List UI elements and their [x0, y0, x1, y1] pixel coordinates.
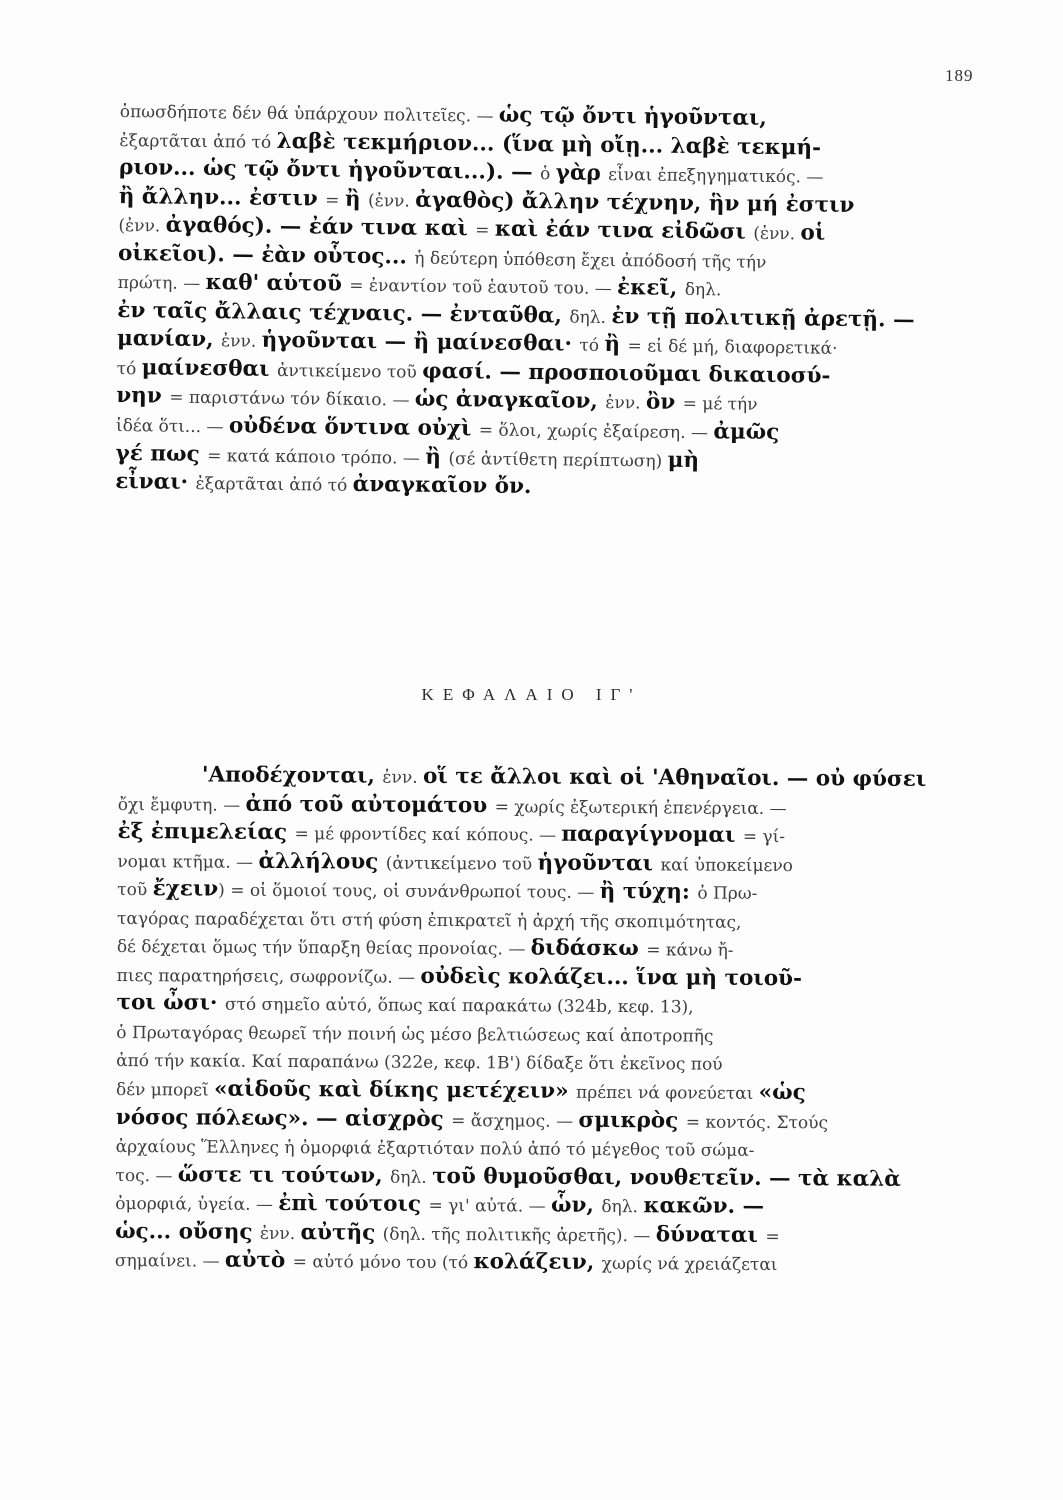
commentary-text: ἐνν.	[382, 767, 424, 788]
lemma-text: ἀγαθὸς) ἄλλην τέχνην, ἣν μή ἐστιν	[415, 187, 855, 218]
lemma-text: ἀπό τοῦ αὐτομάτου	[245, 791, 495, 818]
lemma-text: τοῦ θυμοῦσθαι, νουθετεῖν. — τὰ καλὰ	[432, 1163, 901, 1192]
lemma-text: καθ' αὑτοῦ	[205, 270, 350, 298]
lemma-text: ἀγαθός). — ἐάν τινα καὶ	[165, 212, 476, 242]
commentary-text: (ἐνν.	[118, 216, 166, 237]
commentary-text: = μέ φροντίδες καί κόπους. —	[294, 824, 562, 846]
lemma-text: ἢ ἄλλην... ἐστιν	[118, 183, 326, 212]
page-number: 189	[945, 66, 974, 85]
lemma-text: οὐδένα ὅντινα οὐχὶ	[228, 413, 480, 442]
commentary-text: νομαι κτῆμα. —	[117, 851, 259, 873]
commentary-text: δηλ.	[601, 1197, 644, 1218]
lemma-text: κολάζειν,	[473, 1249, 602, 1276]
lemma-text: γὰρ	[555, 160, 609, 187]
commentary-text: =	[325, 190, 346, 211]
commentary-text: = χωρίς ἐξωτερική ἐπενέργεια. —	[494, 796, 787, 819]
lemma-text: ὡς τῷ ὄντι ἡγοῦνται,	[498, 102, 767, 131]
lemma-text: ριον... ὡς τῷ ὄντι ἡγοῦνται...). —	[118, 155, 541, 186]
commentary-text: = κοντός. Στούς	[685, 1112, 829, 1133]
commentary-text: ὄχι ἔμφυτη. —	[117, 794, 246, 816]
lemma-text: ἢ	[425, 444, 449, 470]
lemma-text: γέ πως	[115, 440, 208, 467]
commentary-text: = γί-	[742, 826, 786, 848]
commentary-text: (ἐνν.	[753, 223, 801, 245]
chapter-heading: ΚΕΦΑΛΑΙΟ ΙΓ'	[421, 685, 642, 704]
lemma-text: ὡς... οὔσης	[115, 1218, 261, 1245]
commentary-text: εἶναι ἐπεξηγηματικός. —	[608, 165, 824, 188]
lemma-text: ὡς ἀναγκαῖον,	[414, 387, 606, 415]
commentary-text: = ἐναντίον τοῦ ἑαυτοῦ του. —	[349, 276, 618, 300]
lemma-text: διδάσκω	[530, 935, 647, 962]
commentary-text: πρέπει νά φονεύεται	[576, 1082, 759, 1104]
commentary-block-top	[115, 96, 980, 506]
commentary-text: ἐξαρτᾶται ἀπό τό	[119, 130, 277, 153]
text-line	[118, 760, 980, 794]
lemma-text: ὥστε τι τούτων,	[177, 1162, 391, 1189]
text-line	[115, 1245, 977, 1279]
commentary-text: ) = οἱ ὅμοιοί τους, οἱ συνάνθρωποί τους. —	[218, 880, 600, 904]
lemma-text: ὧν,	[550, 1192, 602, 1219]
commentary-text: = παριστάνω τόν δίκαιο. —	[169, 388, 415, 412]
lemma-text: οἵ τε ἄλλοι καὶ οἱ 'Αθηναῖοι. — οὐ φύσει	[422, 763, 927, 792]
commentary-text: ἐνν.	[605, 393, 647, 414]
lemma-text: «αἰδοῦς καὶ δίκης μετέχειν»	[214, 1076, 577, 1104]
commentary-text: ὁπωσδήποτε δέν θά ὑπάρχουν πολιτεῖες. —	[119, 101, 499, 127]
lemma-text: ἀναγκαῖον ὄν.	[352, 471, 532, 500]
commentary-text: δηλ.	[390, 1167, 433, 1188]
lemma-text: οὐδεὶς κολάζει... ἵνα μὴ τοιοῦ-	[420, 963, 802, 992]
lemma-text: δύναται	[655, 1222, 766, 1248]
lemma-text: φασί. — προσποιοῦμαι δικαιοσύ-	[422, 358, 831, 389]
commentary-text: δέ δέχεται ὅμως τήν ὕπαρξη θείας προνοίας. —	[116, 937, 531, 960]
lemma-text: μὴ	[667, 447, 700, 473]
commentary-text: = γι' αὐτά. —	[428, 1196, 552, 1217]
commentary-text: ἐνν.	[220, 331, 262, 353]
commentary-text: στό σημεῖο αὐτό, ὅπως καί παρακάτω (324b, κεφ. 13),	[224, 995, 694, 1018]
commentary-text: =	[475, 220, 495, 241]
commentary-text: = ἄσχημος. —	[451, 1110, 579, 1132]
commentary-text: ἀρχαίους Ἕλληνες ἡ ὀμορφιά ἐξαρτιόταν πολύ ἀπό τό μέγεθος τοῦ σώμα-	[115, 1137, 755, 1162]
lemma-text: λαβὲ τεκμήριον... (ἵνα μὴ οἴῃ... λαβὲ τεκμή-	[276, 128, 822, 161]
commentary-text: (ἀντικείμενο τοῦ	[385, 853, 538, 875]
lemma-text: ἀμῶς	[713, 419, 780, 446]
lemma-text: νην	[116, 383, 170, 410]
commentary-text: πιες παρατηρήσεις, σωφρονίζω. —	[116, 965, 421, 988]
lemma-text: ἐπὶ τούτοις	[278, 1191, 429, 1218]
lemma-text: μανίαν,	[116, 326, 222, 353]
lemma-text: οἱ	[800, 220, 826, 246]
lemma-text: νόσος πόλεως». — αἰσχρὸς	[115, 1104, 452, 1132]
lemma-text: ἐξ ἐπιμελείας	[117, 819, 295, 846]
commentary-text: ὀμορφιά, ὑγεία. —	[115, 1194, 279, 1216]
lemma-text: ἢ τύχη:	[599, 879, 698, 905]
lemma-text: αὐτῆς	[300, 1219, 383, 1246]
lemma-text: ὂν	[645, 389, 683, 416]
lemma-text: ἐν τῇ πολιτικῇ ἀρετῇ. —	[611, 303, 915, 333]
lemma-text: εἶναι·	[115, 469, 196, 496]
commentary-text: τό	[579, 336, 605, 357]
lemma-text: ἡγοῦνται	[537, 850, 661, 876]
commentary-text: τος. —	[115, 1165, 178, 1187]
commentary-text: ἀπό τήν κακία. Καί παραπάνω (322e, κεφ. 1Β') δίδαξε ὅτι ἐκεῖνος πού	[116, 1051, 723, 1076]
lemma-text: 'Αποδέχονται,	[201, 762, 383, 789]
lemma-text: καὶ ἐάν τινα εἰδῶσι	[494, 216, 754, 245]
commentary-text: (σέ ἀντίθετη περίπτωση)	[448, 448, 668, 472]
commentary-text: ἐξαρτᾶται ἀπό τό	[195, 474, 353, 496]
commentary-text: δηλ.	[569, 307, 612, 328]
commentary-text: πρώτη. —	[117, 273, 206, 295]
lemma-text: ἐν ταῖς ἄλλαις τέχναις. — ἐνταῦθα,	[117, 297, 570, 329]
commentary-text: ἡ δεύτερη ὑπόθεση ἔχει ἀπόδοσή τῆς τήν	[414, 248, 767, 273]
lemma-text: παραγίγνομαι	[561, 821, 743, 848]
lemma-text: τοι ὦσι·	[116, 990, 225, 1017]
commentary-text: (ἐνν.	[367, 190, 416, 212]
commentary-text: ἰδέα ὅτι... —	[115, 415, 230, 438]
commentary-text: ὁ Πρω-	[697, 883, 758, 905]
lemma-text: ἡγοῦνται — ἢ μαίνεσθαι·	[261, 328, 580, 358]
commentary-text: τοῦ	[117, 880, 153, 901]
commentary-text: = κάνω ἤ-	[646, 940, 734, 962]
lemma-text: ἢ	[344, 186, 369, 212]
lemma-text: μαίνεσθαι	[141, 355, 278, 382]
lemma-text: «ὡς	[758, 1079, 806, 1106]
commentary-text: = αὐτό μόνο του (τό	[292, 1252, 474, 1274]
commentary-text: ὁ	[539, 164, 556, 185]
commentary-text: (δηλ. τῆς πολιτικῆς ἀρετῆς). —	[382, 1224, 656, 1247]
commentary-text: = κατά κάποιο τρόπο. —	[207, 445, 426, 469]
lemma-text: ἀλλήλους	[258, 848, 386, 875]
commentary-text: ὁ Πρωταγόρας θεωρεῖ τήν ποινή ὡς μέσο βελτιώσεως καί ἀποτροπῆς	[116, 1022, 714, 1047]
commentary-text: = ὅλοι, χωρίς ἐξαίρεση. —	[478, 420, 714, 444]
commentary-text: χωρίς νά χρειάζεται	[601, 1254, 778, 1276]
text-line	[116, 1074, 978, 1108]
commentary-text: = εἰ δέ μή, διαφορετικά·	[627, 336, 838, 360]
commentary-text: τό	[116, 358, 142, 380]
lemma-text: σμικρὸς	[578, 1107, 686, 1134]
commentary-text: ἐνν.	[259, 1223, 301, 1244]
lemma-text: κακῶν. —	[643, 1193, 765, 1220]
commentary-text: δηλ.	[684, 280, 722, 301]
commentary-text: ἀντικείμενο τοῦ	[276, 360, 423, 383]
lemma-text: ἔχειν	[152, 876, 219, 902]
commentary-block-bottom	[115, 760, 980, 1279]
lemma-text: ἢ	[604, 332, 628, 358]
commentary-text: ταγόρας παραδέχεται ὅτι στή φύση ἐπικρατεῖ ἡ ἀρχή τῆς σκοπιμότητας,	[116, 908, 742, 933]
lemma-text: αὐτὸ	[224, 1247, 293, 1274]
commentary-text: καί ὑποκείμενο	[660, 854, 793, 876]
lemma-text: ἐκεῖ,	[616, 275, 685, 302]
commentary-text: =	[765, 1226, 780, 1247]
commentary-text: = μέ τήν	[682, 394, 758, 416]
commentary-text: δέν μπορεῖ	[115, 1080, 215, 1101]
lemma-text: οἰκεῖοι). — ἐὰν οὗτος...	[117, 240, 415, 270]
commentary-text: σημαίνει. —	[114, 1251, 226, 1272]
